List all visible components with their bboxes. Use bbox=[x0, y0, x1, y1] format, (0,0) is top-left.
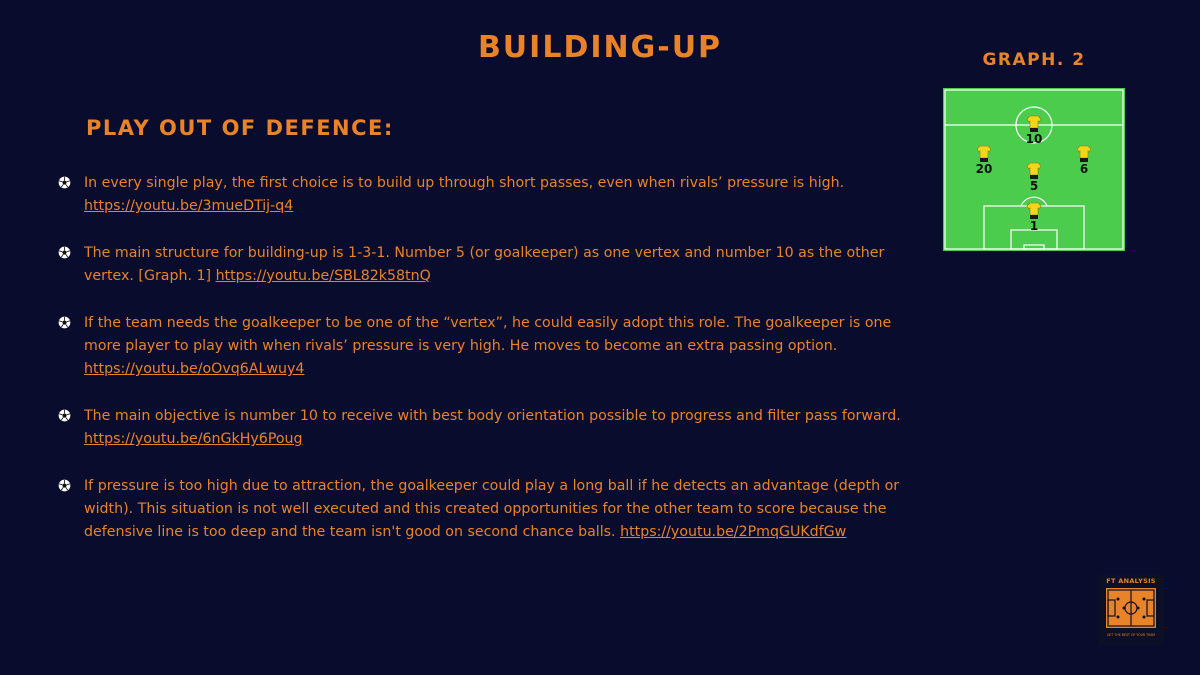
section-title: PLAY OUT OF DEFENCE: bbox=[86, 116, 394, 140]
football-icon bbox=[58, 479, 71, 492]
football-icon bbox=[58, 316, 71, 329]
bullet-text: If the team needs the goalkeeper to be one of the “vertex”, he could easily adopt this role. The goalkeeper is one more player to play with when rivals’ pressure is very high. He moves to become an extra passing option. bbox=[84, 315, 892, 354]
graph-title: GRAPH. 2 bbox=[982, 50, 1086, 70]
video-link[interactable]: https://youtu.be/SBL82k58tnQ bbox=[215, 268, 431, 284]
football-icon bbox=[58, 409, 71, 422]
bullet-item bbox=[58, 475, 908, 544]
video-link[interactable]: https://youtu.be/3mueDTij-q4 bbox=[84, 198, 294, 214]
player-number: 6 bbox=[1079, 162, 1089, 176]
bullet-item bbox=[58, 405, 908, 451]
ft-analysis-logo bbox=[1098, 575, 1164, 645]
bullet-list bbox=[58, 172, 908, 568]
player-number: 5 bbox=[1029, 179, 1039, 193]
football-icon bbox=[58, 176, 71, 189]
formation-pitch bbox=[943, 88, 1125, 251]
football-icon bbox=[58, 246, 71, 259]
video-link[interactable]: https://youtu.be/oOvq6ALwuy4 bbox=[84, 361, 305, 377]
bullet-text: If pressure is too high due to attraction, the goalkeeper could play a long ball if he detects an advantage (depth or width). This situation is not well executed and this created opportunities for the other team to score because the defensive line is too deep and the team isn't good on second chance balls. bbox=[84, 478, 900, 540]
logo-name: FT ANALYSIS bbox=[1106, 577, 1156, 585]
pitch-logo-icon bbox=[1106, 588, 1156, 628]
bullet-item bbox=[58, 312, 908, 381]
player-number: 1 bbox=[1029, 219, 1039, 233]
video-link[interactable]: https://youtu.be/2PmqGUKdfGw bbox=[620, 524, 847, 540]
logo-tagline: GET THE BEST OF YOUR TEAM bbox=[1106, 633, 1156, 637]
bullet-text: The main objective is number 10 to receive with best body orientation possible to progress and filter pass forward. bbox=[84, 408, 901, 424]
bullet-text: The main structure for building-up is 1-3-1. Number 5 (or goalkeeper) as one vertex and number 10 as the other vertex. [Graph. 1] bbox=[84, 245, 885, 284]
player-number: 20 bbox=[975, 162, 993, 176]
bullet-item bbox=[58, 242, 908, 288]
bullet-text: In every single play, the first choice is to build up through short passes, even when rivals’ pressure is high. bbox=[84, 175, 845, 191]
player-number: 10 bbox=[1025, 132, 1043, 146]
page-title: BUILDING-UP bbox=[477, 30, 723, 65]
bullet-item bbox=[58, 172, 908, 218]
video-link[interactable]: https://youtu.be/6nGkHy6Poug bbox=[84, 431, 303, 447]
